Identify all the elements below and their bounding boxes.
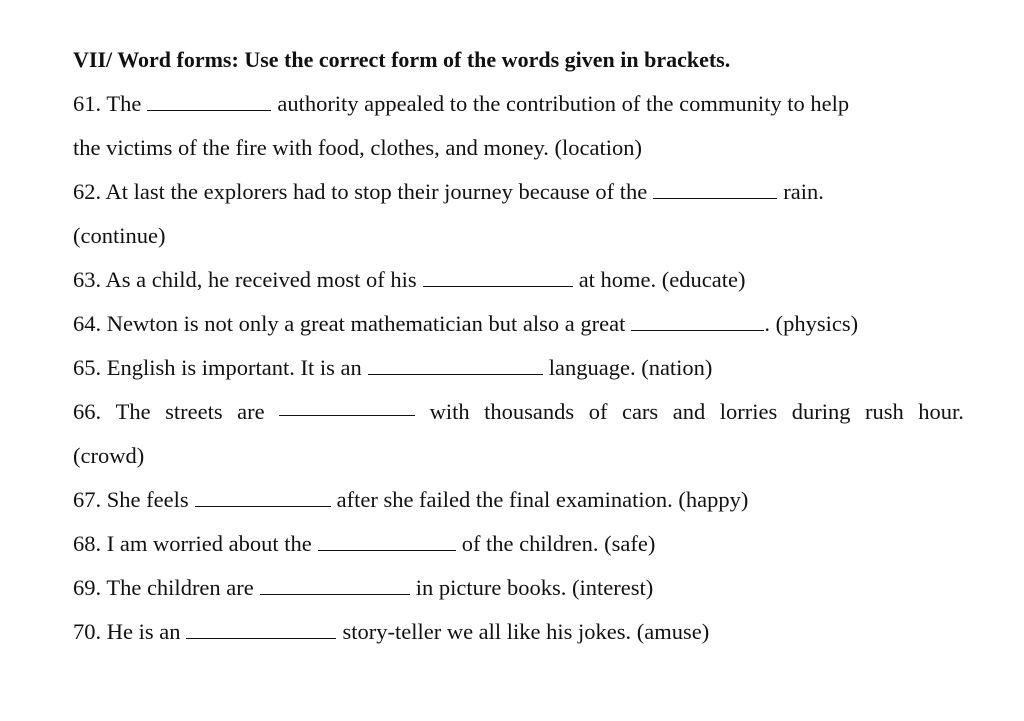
q66-word: lorries <box>719 399 778 424</box>
q65-answer-blank[interactable] <box>368 356 543 375</box>
q65-text-before: 65. English is important. It is an <box>73 355 362 380</box>
q61-text-before: 61. The <box>73 91 142 116</box>
question-67 <box>73 478 973 522</box>
q66-word: streets <box>165 399 223 424</box>
q66-word: during <box>791 399 851 424</box>
q64-text-before: 64. Newton is not only a great mathematician but also a great <box>73 311 626 336</box>
q65-text-after: language. (nation) <box>548 355 713 380</box>
q70-answer-blank[interactable] <box>186 620 336 639</box>
q66-word: with <box>429 399 470 424</box>
question-68 <box>73 522 973 566</box>
q64-answer-blank[interactable] <box>631 312 764 331</box>
q69-text-after: in picture books. (interest) <box>415 575 654 600</box>
q66-word: rush <box>864 399 904 424</box>
question-66 <box>73 390 964 434</box>
question-61 <box>73 82 973 126</box>
exercise-title: VII/ Word forms: Use the correct form of the words given in brackets. <box>73 47 731 72</box>
q68-answer-blank[interactable] <box>318 532 456 551</box>
question-62 <box>73 170 973 214</box>
q63-text-after: at home. (educate) <box>578 267 746 292</box>
q68-text-before: 68. I am worried about the <box>73 531 312 556</box>
q61-answer-blank[interactable] <box>147 92 271 111</box>
question-70 <box>73 610 973 654</box>
q70-text-after: story-teller we all like his jokes. (amuse) <box>342 619 710 644</box>
q62-text-after: rain. <box>783 179 824 204</box>
q66-word: of <box>588 399 608 424</box>
q64-text-after: . (physics) <box>764 311 859 336</box>
q70-text-before: 70. He is an <box>73 619 181 644</box>
q61-text-after: authority appealed to the contribution of the community to help <box>277 91 850 116</box>
q62-answer-blank[interactable] <box>653 180 777 199</box>
q66-word: are <box>237 399 265 424</box>
q66-word: cars <box>621 399 659 424</box>
q67-text-after: after she failed the final examination. (happy) <box>336 487 749 512</box>
q66-word: and <box>672 399 706 424</box>
q69-text-before: 69. The children are <box>73 575 254 600</box>
question-61-continued: the victims of the fire with food, clothes, and money. (location) <box>73 135 643 160</box>
q66-word: hour. <box>918 399 964 424</box>
question-65 <box>73 346 973 390</box>
question-63 <box>73 258 973 302</box>
q63-text-before: 63. As a child, he received most of his <box>73 267 417 292</box>
worksheet <box>73 38 973 654</box>
q66-word: thousands <box>484 399 575 424</box>
q67-text-before: 67. She feels <box>73 487 189 512</box>
q66-word: 66. <box>73 399 102 424</box>
q63-answer-blank[interactable] <box>423 268 573 287</box>
q66-word: The <box>115 399 151 424</box>
q67-answer-blank[interactable] <box>195 488 331 507</box>
q68-text-after: of the children. (safe) <box>461 531 656 556</box>
question-64 <box>73 302 973 346</box>
q69-answer-blank[interactable] <box>260 576 410 595</box>
q66-answer-blank[interactable] <box>279 397 415 416</box>
question-62-continued: (continue) <box>73 223 166 248</box>
question-66-continued: (crowd) <box>73 443 145 468</box>
q62-text-before: 62. At last the explorers had to stop their journey because of the <box>73 179 648 204</box>
question-69 <box>73 566 973 610</box>
